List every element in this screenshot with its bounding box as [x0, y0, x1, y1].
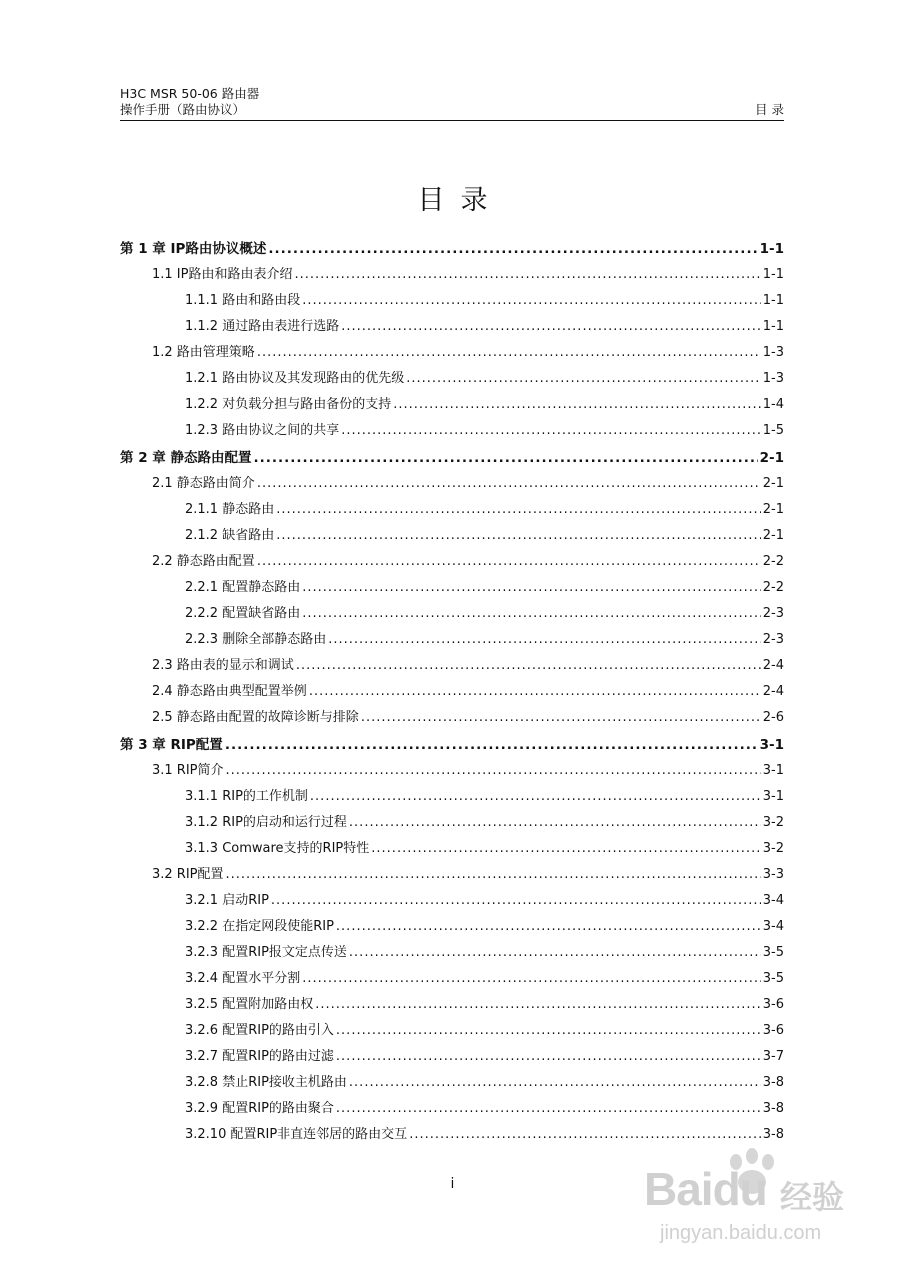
page-number: i [450, 1176, 455, 1192]
toc-entry-label: 第 3 章 RIP配置 [120, 737, 223, 753]
toc-entry-page: 2-3 [762, 632, 784, 647]
toc-entry-label: 第 1 章 IP路由协议概述 [120, 241, 267, 257]
toc-entry[interactable] [120, 966, 784, 992]
toc-leader-dots [296, 653, 761, 679]
toc-entry[interactable] [120, 601, 784, 627]
toc-entry[interactable] [120, 732, 784, 758]
toc-entry[interactable] [120, 236, 784, 262]
toc-leader-dots [371, 836, 760, 862]
header-divider [120, 120, 784, 121]
toc-leader-dots [310, 784, 761, 810]
toc-entry-label: 2.1 静态路由简介 [152, 476, 255, 491]
toc-leader-dots [349, 810, 761, 836]
toc-entry[interactable] [120, 810, 784, 836]
toc-leader-dots [341, 418, 761, 444]
toc-entry-page: 3-4 [762, 893, 784, 908]
toc-entry-label: 2.2.2 配置缺省路由 [185, 606, 301, 621]
toc-entry[interactable] [120, 340, 784, 366]
page-header [120, 86, 784, 118]
toc-entry[interactable] [120, 1070, 784, 1096]
toc-entry[interactable] [120, 653, 784, 679]
toc-entry-label: 3.2.5 配置附加路由权 [185, 997, 314, 1012]
toc-entry-page: 3-1 [762, 763, 784, 778]
toc-leader-dots [302, 575, 761, 601]
toc-entry[interactable] [120, 549, 784, 575]
toc-entry-label: 1.2.3 路由协议之间的共享 [185, 423, 340, 438]
toc-leader-dots [257, 471, 761, 497]
toc-entry-page: 1-1 [759, 241, 784, 257]
toc-leader-dots [254, 445, 758, 471]
toc-entry[interactable] [120, 262, 784, 288]
toc-leader-dots [294, 262, 760, 288]
toc-entry-page: 3-6 [762, 997, 784, 1012]
toc-leader-dots [336, 1096, 761, 1122]
toc-entry[interactable] [120, 1096, 784, 1122]
toc-entry-page: 2-2 [762, 580, 784, 595]
toc-leader-dots [309, 679, 761, 705]
toc-leader-dots [328, 627, 761, 653]
toc-entry[interactable] [120, 1044, 784, 1070]
toc-leader-dots [349, 940, 761, 966]
toc-entry-label: 2.2 静态路由配置 [152, 554, 255, 569]
toc-leader-dots [361, 705, 761, 731]
toc-entry-page: 2-1 [762, 476, 784, 491]
toc-entry-label: 2.1.2 缺省路由 [185, 528, 275, 543]
toc-entry[interactable] [120, 1018, 784, 1044]
toc-entry-label: 3.2.6 配置RIP的路由引入 [185, 1023, 334, 1038]
table-of-contents [120, 236, 784, 1148]
baidu-jingyan-watermark [640, 1140, 860, 1250]
toc-entry[interactable] [120, 314, 784, 340]
toc-entry-page: 3-5 [762, 971, 784, 986]
toc-entry-page: 3-4 [762, 919, 784, 934]
toc-entry-page: 3-3 [762, 867, 784, 882]
toc-leader-dots [225, 732, 758, 758]
toc-entry-label: 2.5 静态路由配置的故障诊断与排除 [152, 710, 359, 725]
toc-entry-page: 3-1 [759, 737, 784, 753]
toc-entry[interactable] [120, 862, 784, 888]
toc-entry[interactable] [120, 836, 784, 862]
toc-entry-label: 3.2.8 禁止RIP接收主机路由 [185, 1075, 347, 1090]
toc-entry-page: 1-1 [762, 293, 784, 308]
toc-entry[interactable] [120, 992, 784, 1018]
toc-entry-page: 1-3 [762, 345, 784, 360]
toc-leader-dots [302, 966, 761, 992]
toc-entry-page: 1-5 [762, 423, 784, 438]
toc-entry[interactable] [120, 940, 784, 966]
toc-leader-dots [257, 549, 761, 575]
toc-entry-label: 第 2 章 静态路由配置 [120, 450, 252, 466]
toc-leader-dots [302, 601, 761, 627]
watermark-brand-cn: 经验 [780, 1178, 845, 1216]
toc-entry-page: 2-1 [762, 528, 784, 543]
toc-entry-page: 1-4 [762, 397, 784, 412]
toc-entry[interactable] [120, 914, 784, 940]
toc-entry-label: 3.2.7 配置RIP的路由过滤 [185, 1049, 334, 1064]
toc-leader-dots [276, 497, 761, 523]
toc-entry-label: 2.2.1 配置静态路由 [185, 580, 301, 595]
toc-leader-dots [268, 236, 757, 262]
header-manual: 操作手册（路由协议） [120, 102, 246, 117]
toc-entry-page: 2-6 [762, 710, 784, 725]
toc-entry-page: 3-8 [762, 1127, 784, 1142]
toc-entry-label: 2.1.1 静态路由 [185, 502, 275, 517]
toc-entry-page: 2-2 [762, 554, 784, 569]
toc-leader-dots [226, 758, 761, 784]
toc-entry[interactable] [120, 705, 784, 731]
watermark-url: jingyan.baidu.com [660, 1222, 822, 1244]
toc-entry-page: 2-1 [762, 502, 784, 517]
toc-entry-label: 3.1.1 RIP的工作机制 [185, 789, 308, 804]
toc-entry[interactable] [120, 758, 784, 784]
toc-entry[interactable] [120, 679, 784, 705]
toc-entry[interactable] [120, 471, 784, 497]
toc-entry[interactable] [120, 445, 784, 471]
toc-leader-dots [336, 1018, 761, 1044]
toc-entry-label: 1.1.1 路由和路由段 [185, 293, 301, 308]
toc-entry-page: 1-1 [762, 319, 784, 334]
header-product: H3C MSR 50-06 路由器 [120, 86, 260, 101]
toc-leader-dots [226, 862, 761, 888]
toc-entry-label: 3.2.4 配置水平分割 [185, 971, 301, 986]
toc-entry-label: 3.1.2 RIP的启动和运行过程 [185, 815, 347, 830]
page-title: 目录 [417, 185, 504, 216]
toc-leader-dots [336, 914, 761, 940]
toc-entry[interactable] [120, 888, 784, 914]
toc-entry-page: 3-7 [762, 1049, 784, 1064]
toc-entry-page: 3-8 [762, 1101, 784, 1116]
toc-entry-label: 3.2.3 配置RIP报文定点传送 [185, 945, 347, 960]
toc-entry-label: 3.2.10 配置RIP非直连邻居的路由交互 [185, 1127, 408, 1142]
toc-entry[interactable] [120, 418, 784, 444]
toc-leader-dots [336, 1044, 761, 1070]
toc-entry-page: 2-4 [762, 658, 784, 673]
toc-entry[interactable] [120, 288, 784, 314]
toc-leader-dots [315, 992, 761, 1018]
toc-entry-page: 2-1 [759, 450, 784, 466]
toc-entry-label: 3.2.9 配置RIP的路由聚合 [185, 1101, 334, 1116]
header-section: 目 录 [755, 102, 784, 117]
toc-entry-label: 3.2 RIP配置 [152, 867, 224, 882]
toc-leader-dots [257, 340, 761, 366]
toc-entry-page: 1-3 [762, 371, 784, 386]
toc-leader-dots [302, 288, 761, 314]
toc-entry-label: 2.3 路由表的显示和调试 [152, 658, 294, 673]
toc-entry-label: 2.4 静态路由典型配置举例 [152, 684, 307, 699]
toc-entry-page: 2-4 [762, 684, 784, 699]
toc-entry-page: 3-8 [762, 1075, 784, 1090]
toc-entry[interactable] [120, 627, 784, 653]
toc-entry-page: 3-2 [762, 815, 784, 830]
toc-entry-label: 3.2.1 启动RIP [185, 893, 269, 908]
toc-leader-dots [349, 1070, 761, 1096]
toc-entry[interactable] [120, 366, 784, 392]
toc-entry-label: 1.2.1 路由协议及其发现路由的优先级 [185, 371, 405, 386]
toc-entry-label: 3.1.3 Comware支持的RIP特性 [185, 841, 370, 856]
toc-leader-dots [276, 523, 761, 549]
toc-entry-label: 2.2.3 删除全部静态路由 [185, 632, 327, 647]
toc-leader-dots [341, 314, 761, 340]
toc-leader-dots [393, 392, 761, 418]
toc-entry-page: 2-3 [762, 606, 784, 621]
toc-entry-page: 3-5 [762, 945, 784, 960]
toc-entry-label: 1.1 IP路由和路由表介绍 [152, 267, 293, 282]
toc-entry[interactable] [120, 523, 784, 549]
toc-entry[interactable] [120, 497, 784, 523]
toc-leader-dots [271, 888, 761, 914]
toc-entry[interactable] [120, 575, 784, 601]
toc-leader-dots [406, 366, 761, 392]
toc-entry[interactable] [120, 392, 784, 418]
toc-entry-label: 1.2 路由管理策略 [152, 345, 255, 360]
toc-entry-label: 1.2.2 对负载分担与路由备份的支持 [185, 397, 392, 412]
watermark-brand: Baidu [644, 1163, 767, 1215]
toc-entry-label: 3.1 RIP简介 [152, 763, 224, 778]
toc-entry-page: 3-2 [762, 841, 784, 856]
toc-entry-label: 3.2.2 在指定网段使能RIP [185, 919, 334, 934]
toc-entry-page: 3-6 [762, 1023, 784, 1038]
toc-entry-page: 1-1 [762, 267, 784, 282]
toc-entry-page: 3-1 [762, 789, 784, 804]
toc-entry-label: 1.1.2 通过路由表进行选路 [185, 319, 340, 334]
toc-entry[interactable] [120, 784, 784, 810]
